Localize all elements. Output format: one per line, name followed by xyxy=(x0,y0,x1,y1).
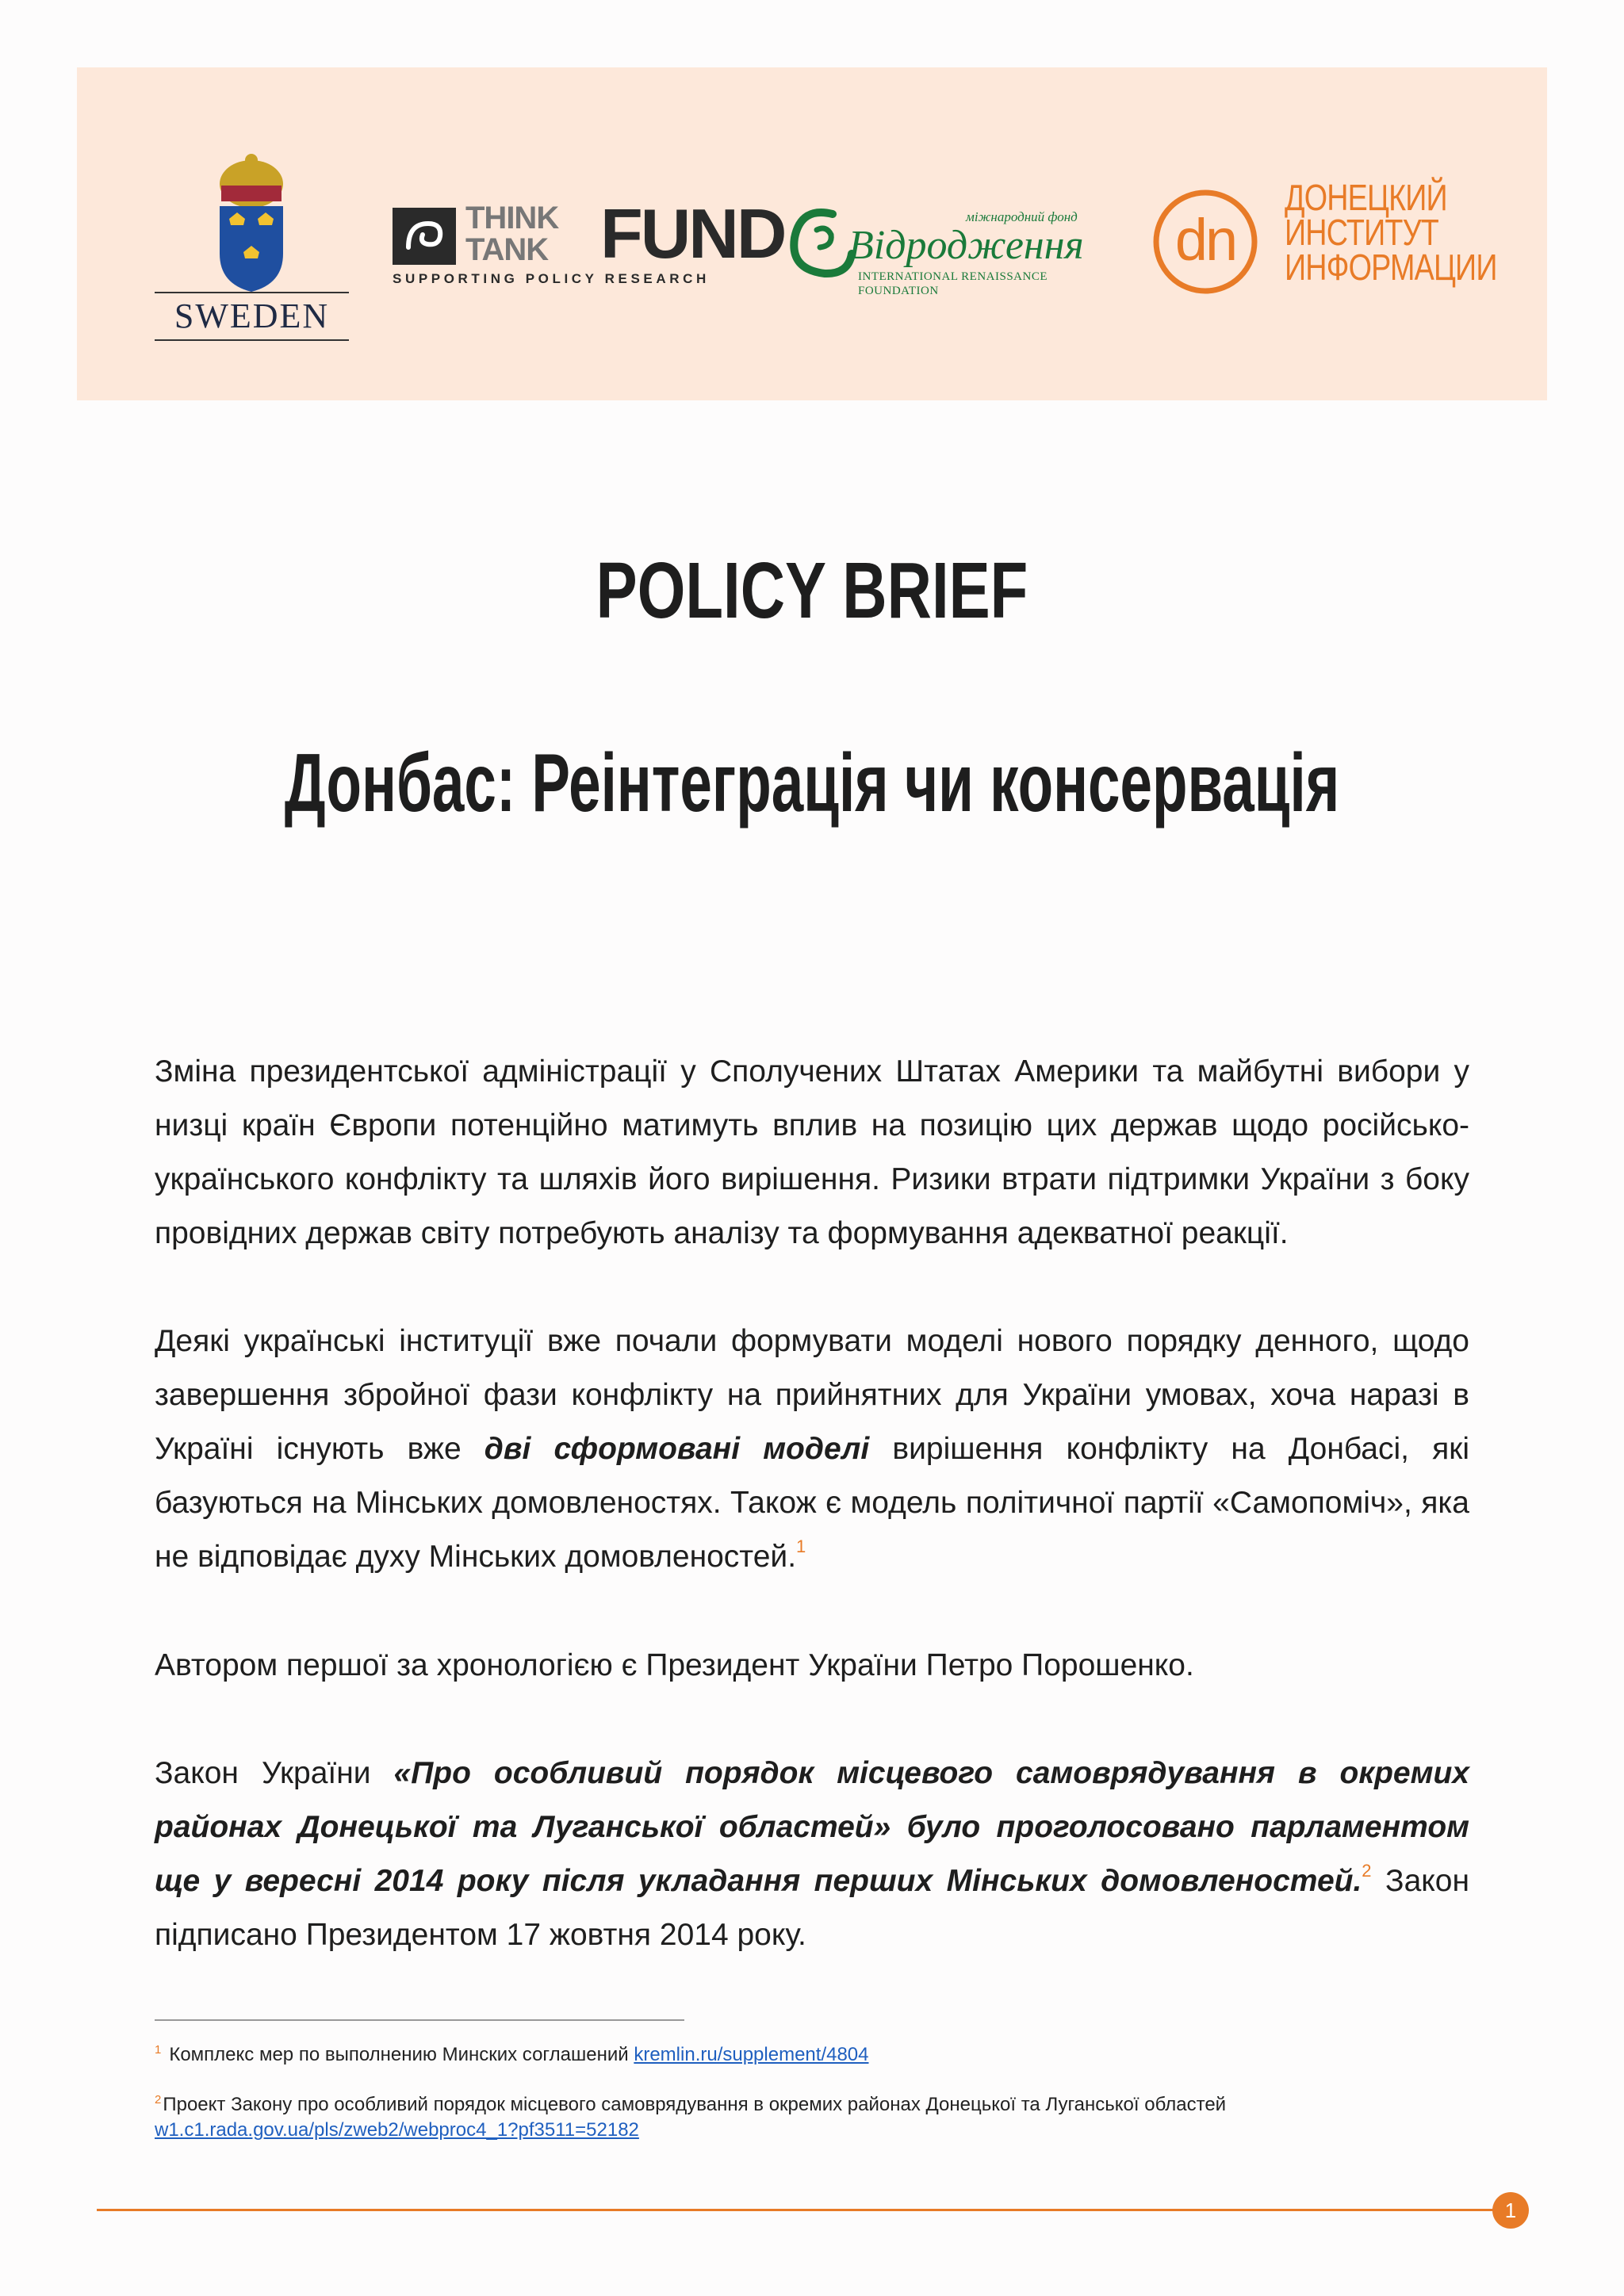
renaissance-swirl-icon xyxy=(785,198,856,285)
footnote-ref-1[interactable]: 1 xyxy=(796,1536,806,1556)
paragraph-2-emphasis: дві сформовані моделі xyxy=(484,1432,870,1466)
paragraph-4-text-a: Закон України xyxy=(155,1756,394,1790)
sweden-rule xyxy=(155,292,349,293)
sweden-logo xyxy=(155,151,349,341)
paragraph-2 xyxy=(155,1314,1469,1584)
footnote-text: Проект Закону про особливий порядок місцевого самоврядування в окремих районах Донецької та Луганської областей xyxy=(163,2094,1227,2115)
paragraph-2-text-a: Деякі українські інституції вже почали формувати моделі нового порядку денного, щодо завершення збройної фази конфлікту на прийнятних для України умовах, хоча наразі в Україні існують вже xyxy=(155,1324,1469,1466)
footnote-number: 2 xyxy=(155,2093,162,2107)
footnote-2 xyxy=(155,2087,1471,2143)
paragraph-4-emphasis: «Про особливий порядок місцевого самоврядування в окремих районах Донецької та Луганської областей» було проголосовано парламентом ще у вересні 2014 року після укладання перших Мінських домовленостей. xyxy=(155,1756,1469,1898)
sweden-wordmark: SWEDEN xyxy=(174,297,330,335)
paragraph-1: Зміна президентської адміністрації у Сполучених Штатах Америки та майбутні вибори у низці країн Європи потенційно матимуть вплив на позицію цих держав щодо російсько-українського конфлікту та шляхів його вирішення. Ризики втрати підтримки України з боку провідних держав світу потребують аналізу та формування адекватної реакції. xyxy=(155,1054,1469,1250)
think-tank-fund-word: FUND xyxy=(600,194,785,273)
sweden-rule xyxy=(155,339,349,341)
paragraph-4 xyxy=(155,1747,1469,1962)
document-subtitle: Донбас: Реінтеграція чи консервація xyxy=(284,737,1340,829)
sweden-coat-of-arms-icon xyxy=(155,151,349,292)
think-tank-fund-logo xyxy=(393,194,785,292)
paragraph-4-text-c: Закон підписано Президентом 17 жовтня 2014 року. xyxy=(155,1864,1469,1952)
think-tank-line1: THINK xyxy=(465,201,559,235)
dn-mark: dn xyxy=(1174,207,1236,273)
dn-line2: ИНСТИТУТ xyxy=(1285,212,1438,253)
donetsk-institute-logo xyxy=(1150,177,1497,305)
renaissance-name: Відродження xyxy=(848,223,1084,268)
footnote-1 xyxy=(155,2038,1471,2068)
footnote-link[interactable]: kremlin.ru/supplement/4804 xyxy=(634,2044,869,2065)
dn-wordmark xyxy=(1285,177,1497,288)
think-tank-line2: TANK xyxy=(465,232,549,267)
think-tank-tagline: SUPPORTING POLICY RESEARCH xyxy=(393,271,710,286)
document-title: POLICY BRIEF xyxy=(596,546,1028,635)
dn-line3: ИНФОРМАЦИИ xyxy=(1285,247,1497,288)
page-number-badge: 1 xyxy=(1492,2192,1529,2229)
footnote-number: 1 xyxy=(155,2043,162,2057)
renaissance-subtitle: INTERNATIONAL RENAISSANCE FOUNDATION xyxy=(858,270,1048,297)
footnote-divider xyxy=(155,2019,684,2021)
footnote-link[interactable]: w1.c1.rada.gov.ua/pls/zweb2/webproc4_1?pf3511=52182 xyxy=(155,2119,639,2141)
paragraph-3: Автором першої за хронологією є Президент України Петро Порошенко. xyxy=(155,1648,1194,1682)
paragraph-2-text-c: вирішення конфлікту на Донбасі, які базуються на Мінських домовленостях. Також є модель політичної партії «Самопоміч», яка не відповідає духу Мінських домовленостей. xyxy=(155,1432,1469,1574)
footnote-ref-2[interactable]: 2 xyxy=(1362,1861,1372,1881)
renaissance-small-text: міжнародний фонд xyxy=(966,209,1078,224)
footer-rule xyxy=(97,2209,1505,2211)
think-tank-swirl-icon xyxy=(393,208,456,265)
footnote-text: Комплекс мер по выполнению Минских соглашений xyxy=(169,2044,634,2065)
dn-line1: ДОНЕЦКИЙ xyxy=(1285,177,1447,218)
renaissance-foundation-logo xyxy=(785,190,1110,297)
